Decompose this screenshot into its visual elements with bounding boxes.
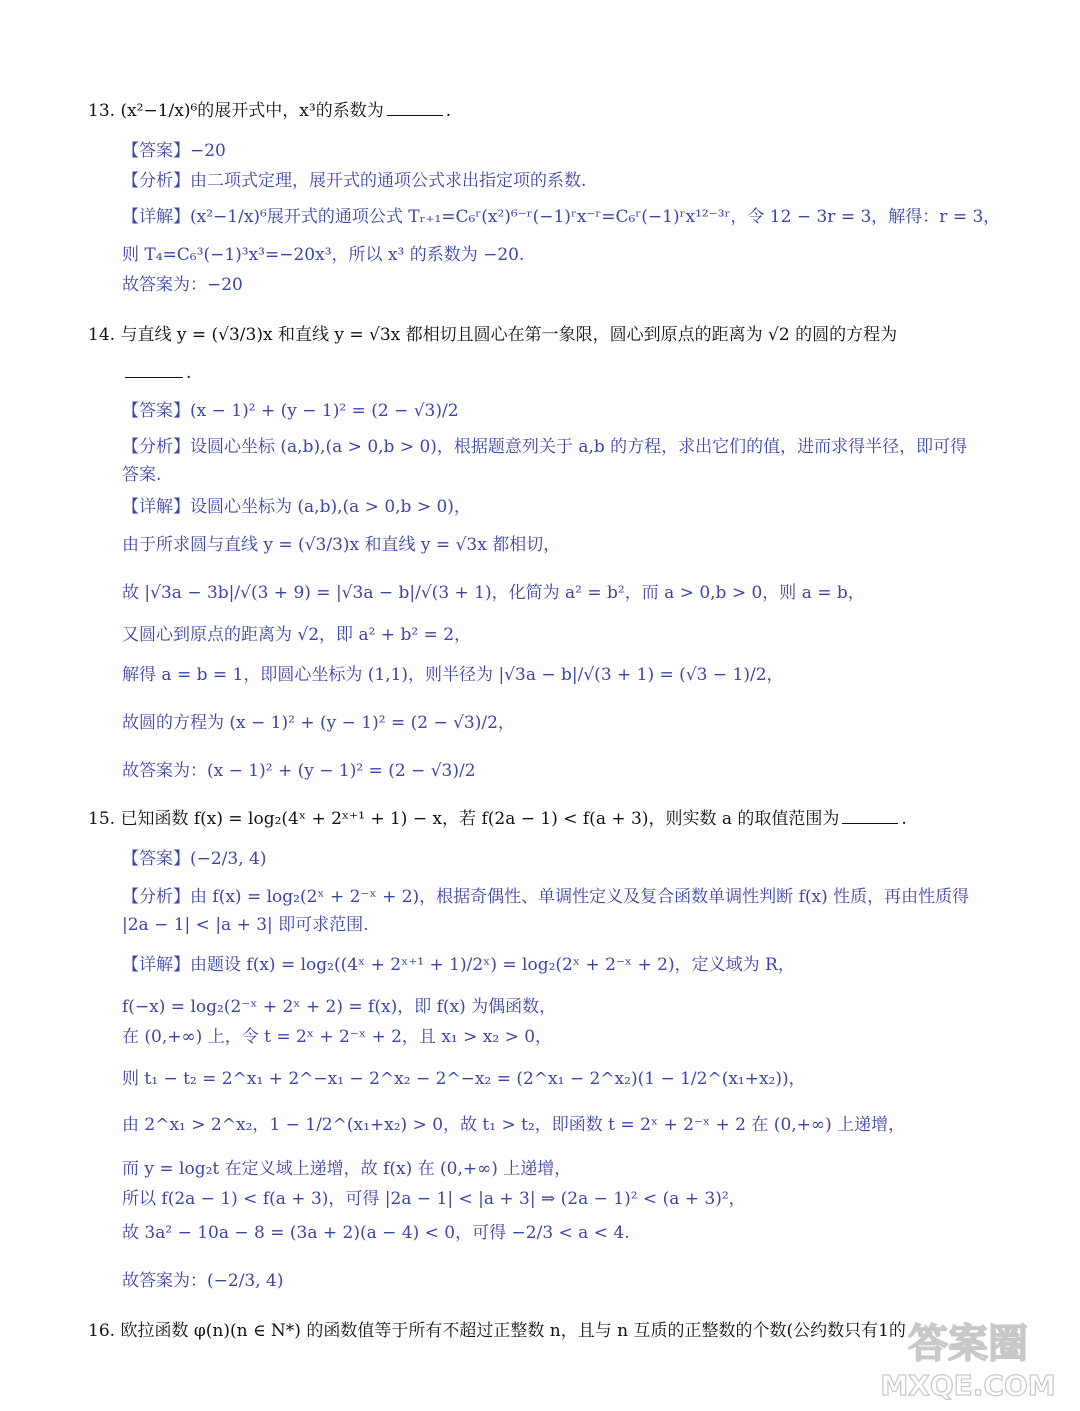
- q15-final: 故答案为：(−2/3, 4): [122, 1271, 284, 1291]
- q13-analysis: 【分析】由二项式定理，展开式的通项公式求出指定项的系数.: [122, 171, 587, 191]
- q16-stem: 16. 欧拉函数 φ(n)(n ∈ N*) 的函数值等于所有不超过正整数 n，且与 n 互质的正整数的个数(公约数只有1的: [88, 1321, 906, 1341]
- q15-detail-1: 【详解】由题设 f(x) = log₂((4ˣ + 2ˣ⁺¹ + 1)/2ˣ) = log₂(2ˣ + 2⁻ˣ + 2)，定义域为 R，: [122, 955, 795, 975]
- q14-analysis-1: 【分析】设圆心坐标 (a,b),(a > 0,b > 0)，根据题意列关于 a,b 的方程，求出它们的值，进而求得半径，即可得: [122, 437, 968, 457]
- answer-blank: [842, 809, 898, 824]
- q13-detail-1: 【详解】(x²−1/x)⁶展开式的通项公式 Tᵣ₊₁=C₆ʳ(x²)⁶⁻ʳ(−1)ʳx⁻ʳ=C₆ʳ(−1)ʳx¹²⁻³ʳ，令 12 − 3r = 3，解得：r = 3，: [122, 207, 1001, 227]
- q13-stem: 13. (x²−1/x)⁶的展开式中，x³的系数为 .: [88, 101, 452, 121]
- watermark-url: MXQE.COM: [880, 1369, 1056, 1402]
- answer-blank: [125, 363, 183, 378]
- q15-analysis-2: |2a − 1| < |a + 3| 即可求范围.: [122, 915, 369, 935]
- q15-detail-6: 而 y = log₂t 在定义域上递增，故 f(x) 在 (0,+∞) 上递增，: [122, 1159, 572, 1179]
- q14-final: 故答案为：(x − 1)² + (y − 1)² = (2 − √3)/2: [122, 761, 476, 781]
- q13-answer: 【答案】−20: [122, 141, 226, 161]
- q15-answer: 【答案】(−2/3, 4): [122, 849, 267, 869]
- q14-detail-2: 由于所求圆与直线 y = (√3/3)x 和直线 y = √3x 都相切，: [122, 535, 561, 555]
- q14-detail-1: 【详解】设圆心坐标为 (a,b),(a > 0,b > 0)，: [122, 497, 471, 517]
- q15-detail-2: f(−x) = log₂(2⁻ˣ + 2ˣ + 2) = f(x)，即 f(x) 为偶函数，: [122, 997, 557, 1017]
- q14-detail-5: 解得 a = b = 1，即圆心坐标为 (1,1)，则半径为 |√3a − b|/√(3 + 1) = (√3 − 1)/2，: [122, 665, 784, 685]
- q15-stem: 15. 已知函数 f(x) = log₂(4ˣ + 2ˣ⁺¹ + 1) − x，若 f(2a − 1) < f(a + 3)，则实数 a 的取值范围为 .: [88, 809, 907, 829]
- q15-detail-7: 所以 f(2a − 1) < f(a + 3)，可得 |2a − 1| < |a + 3| ⇒ (2a − 1)² < (a + 3)²，: [122, 1189, 746, 1209]
- q15-detail-5: 由 2^x₁ > 2^x₂，1 − 1/2^(x₁+x₂) > 0，故 t₁ > t₂，即函数 t = 2ˣ + 2⁻ˣ + 2 在 (0,+∞) 上递增，: [122, 1115, 906, 1135]
- q15-analysis-1: 【分析】由 f(x) = log₂(2ˣ + 2⁻ˣ + 2)，根据奇偶性、单调性定义及复合函数单调性判断 f(x) 性质，再由性质得: [122, 887, 970, 907]
- q14-stem: 14. 与直线 y = (√3/3)x 和直线 y = √3x 都相切且圆心在第一象限，圆心到原点的距离为 √2 的圆的方程为: [88, 325, 898, 345]
- q14-answer: 【答案】(x − 1)² + (y − 1)² = (2 − √3)/2: [122, 401, 459, 421]
- q13-detail-2: 则 T₄=C₆³(−1)³x³=−20x³，所以 x³ 的系数为 −20.: [122, 245, 525, 265]
- q14-stem-cont: .: [122, 360, 191, 386]
- q15-detail-8: 故 3a² − 10a − 8 = (3a + 2)(a − 4) < 0，可得 −2/3 < a < 4.: [122, 1223, 630, 1243]
- watermark-logo: [878, 1311, 1058, 1403]
- q13-final: 故答案为：−20: [122, 275, 243, 295]
- q14-detail-6: 故圆的方程为 (x − 1)² + (y − 1)² = (2 − √3)/2，: [122, 713, 515, 733]
- answer-blank: [387, 101, 443, 116]
- q14-analysis-2: 答案.: [122, 465, 162, 485]
- q15-detail-4: 则 t₁ − t₂ = 2^x₁ + 2^−x₁ − 2^x₂ − 2^−x₂ = (2^x₁ − 2^x₂)(1 − 1/2^(x₁+x₂))，: [122, 1069, 806, 1089]
- q14-detail-4: 又圆心到原点的距离为 √2，即 a² + b² = 2，: [122, 625, 472, 645]
- q14-detail-3: 故 |√3a − 3b|/√(3 + 9) = |√3a − b|/√(3 + 1)，化简为 a² = b²，而 a > 0,b > 0，则 a = b，: [122, 583, 865, 603]
- q15-detail-3: 在 (0,+∞) 上，令 t = 2ˣ + 2⁻ˣ + 2，且 x₁ > x₂ > 0，: [122, 1027, 553, 1047]
- watermark-title: 答案圈: [908, 1321, 1028, 1367]
